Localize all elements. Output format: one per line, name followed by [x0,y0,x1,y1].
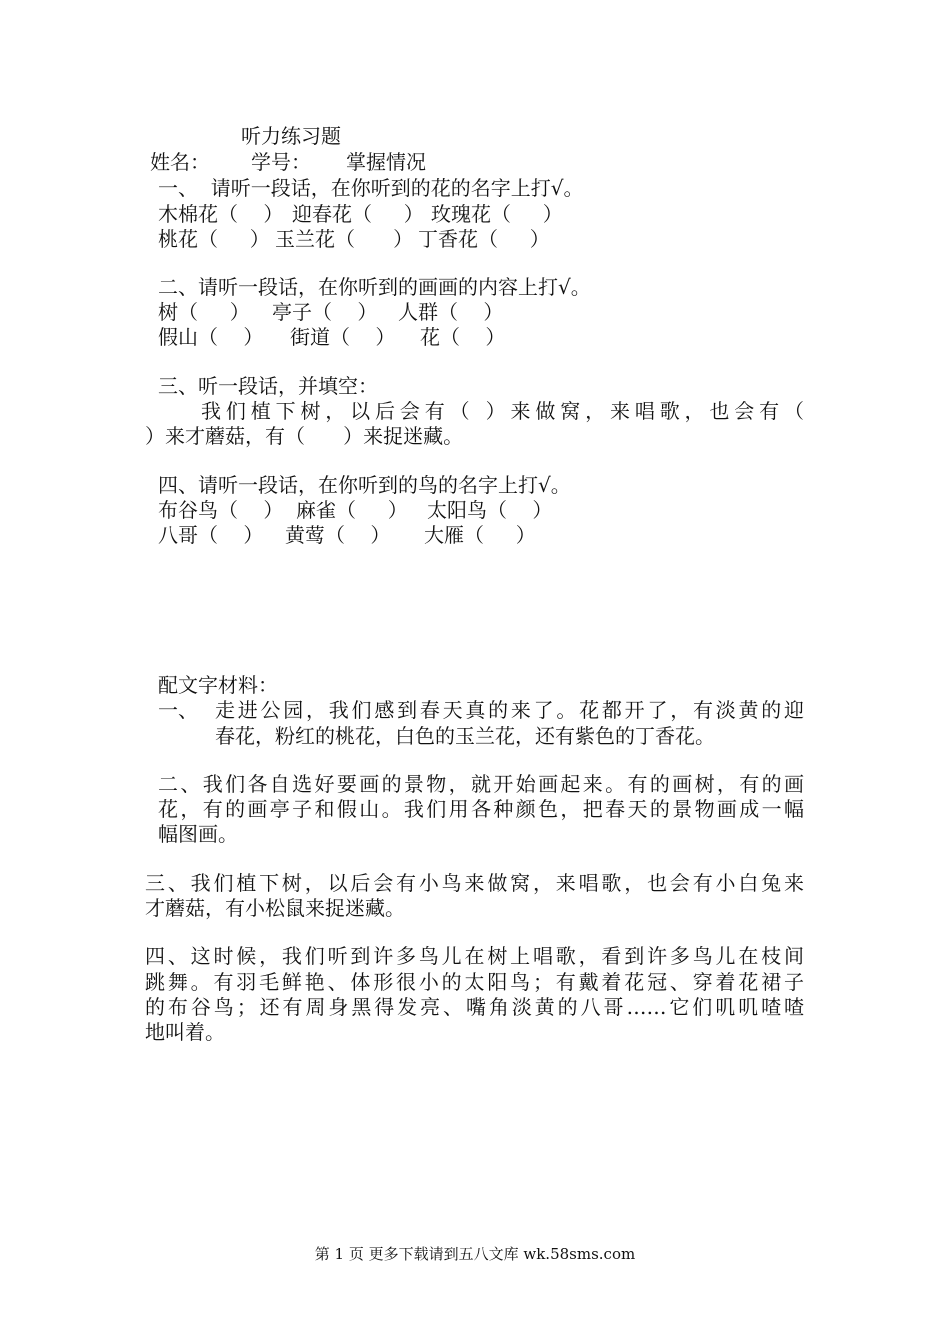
material-p3-text: 才蘑菇，有小松鼠来捉迷藏。 [145,896,405,920]
q4-option: 黄莺（ ） [285,523,391,547]
q4-option: 麻雀（ ） [296,498,408,522]
material-p1-text: 春花，粉红的桃花，白色的玉兰花，还有紫色的丁香花。 [215,724,715,748]
material-p4-text: 四、这时候，我们听到许多鸟儿在树上唱歌，看到许多鸟儿在枝间 [145,944,804,968]
q3-fill-text: 我们植下树，以后会有（ ）来做窝，来唱歌，也会有（ [201,399,804,423]
q2-option: 假山（ ） [158,325,264,349]
q4-option: 八哥（ ） [158,523,264,547]
q1-prompt: 一、 请听一段话，在你听到的花的名字上打√。 [158,176,584,200]
q1-option: 木棉花（ ） [158,202,284,226]
q2-option: 树（ ） [158,300,250,324]
q2-option: 人群（ ） [398,300,504,324]
name-field-label: 姓名： [150,150,210,174]
q4-prompt: 四、请听一段话，在你听到的鸟的名字上打√。 [158,473,571,497]
material-p2-text: 花，有的画亭子和假山。我们用各种颜色，把春天的景物画成一幅 [158,797,804,821]
q4-option: 太阳鸟（ ） [427,498,553,522]
q3-fill-text: ）来才蘑菇，有（ ）来捉迷藏。 [145,424,464,448]
material-p4-text: 跳舞。有羽毛鲜艳、体形很小的太阳鸟；有戴着花冠、穿着花裙子 [145,970,804,994]
material-p2-text: 幅图画。 [158,822,238,846]
q2-option: 亭子（ ） [272,300,378,324]
page-footer: 第 1 页 更多下载请到五八文库 wk.58sms.com [314,1245,636,1263]
material-p1-text: 走进公园，我们感到春天真的来了。花都开了，有淡黄的迎 [215,698,804,722]
q1-option: 桃花（ ） [158,227,270,251]
q1-option: 玉兰花（ ） [275,227,414,251]
material-p4-text: 的布谷鸟；还有周身黑得发亮、嘴角淡黄的八哥……它们叽叽喳喳 [145,995,804,1019]
q2-option: 街道（ ） [290,325,396,349]
student-id-field-label: 学号： [251,150,311,174]
q2-prompt: 二、请听一段话，在你听到的画画的内容上打√。 [158,275,591,299]
q1-option: 迎春花（ ） [292,202,424,226]
mastery-field-label: 掌握情况 [346,150,426,174]
q4-option: 布谷鸟（ ） [158,498,284,522]
page-title: 听力练习题 [241,124,341,148]
q2-option: 花（ ） [420,325,506,349]
q1-option: 玫瑰花（ ） [431,202,563,226]
material-p2-text: 二、我们各自选好要画的景物，就开始画起来。有的画树，有的画 [158,772,804,796]
material-p1-number: 一、 [158,698,198,722]
q3-prompt: 三、听一段话，并填空： [158,374,378,398]
q4-option: 大雁（ ） [424,523,536,547]
material-heading: 配文字材料： [158,673,278,697]
material-p4-text: 地叫着。 [145,1020,225,1044]
material-p3-text: 三、我们植下树，以后会有小鸟来做窝，来唱歌，也会有小白兔来 [145,871,804,895]
q1-option: 丁香花（ ） [418,227,550,251]
